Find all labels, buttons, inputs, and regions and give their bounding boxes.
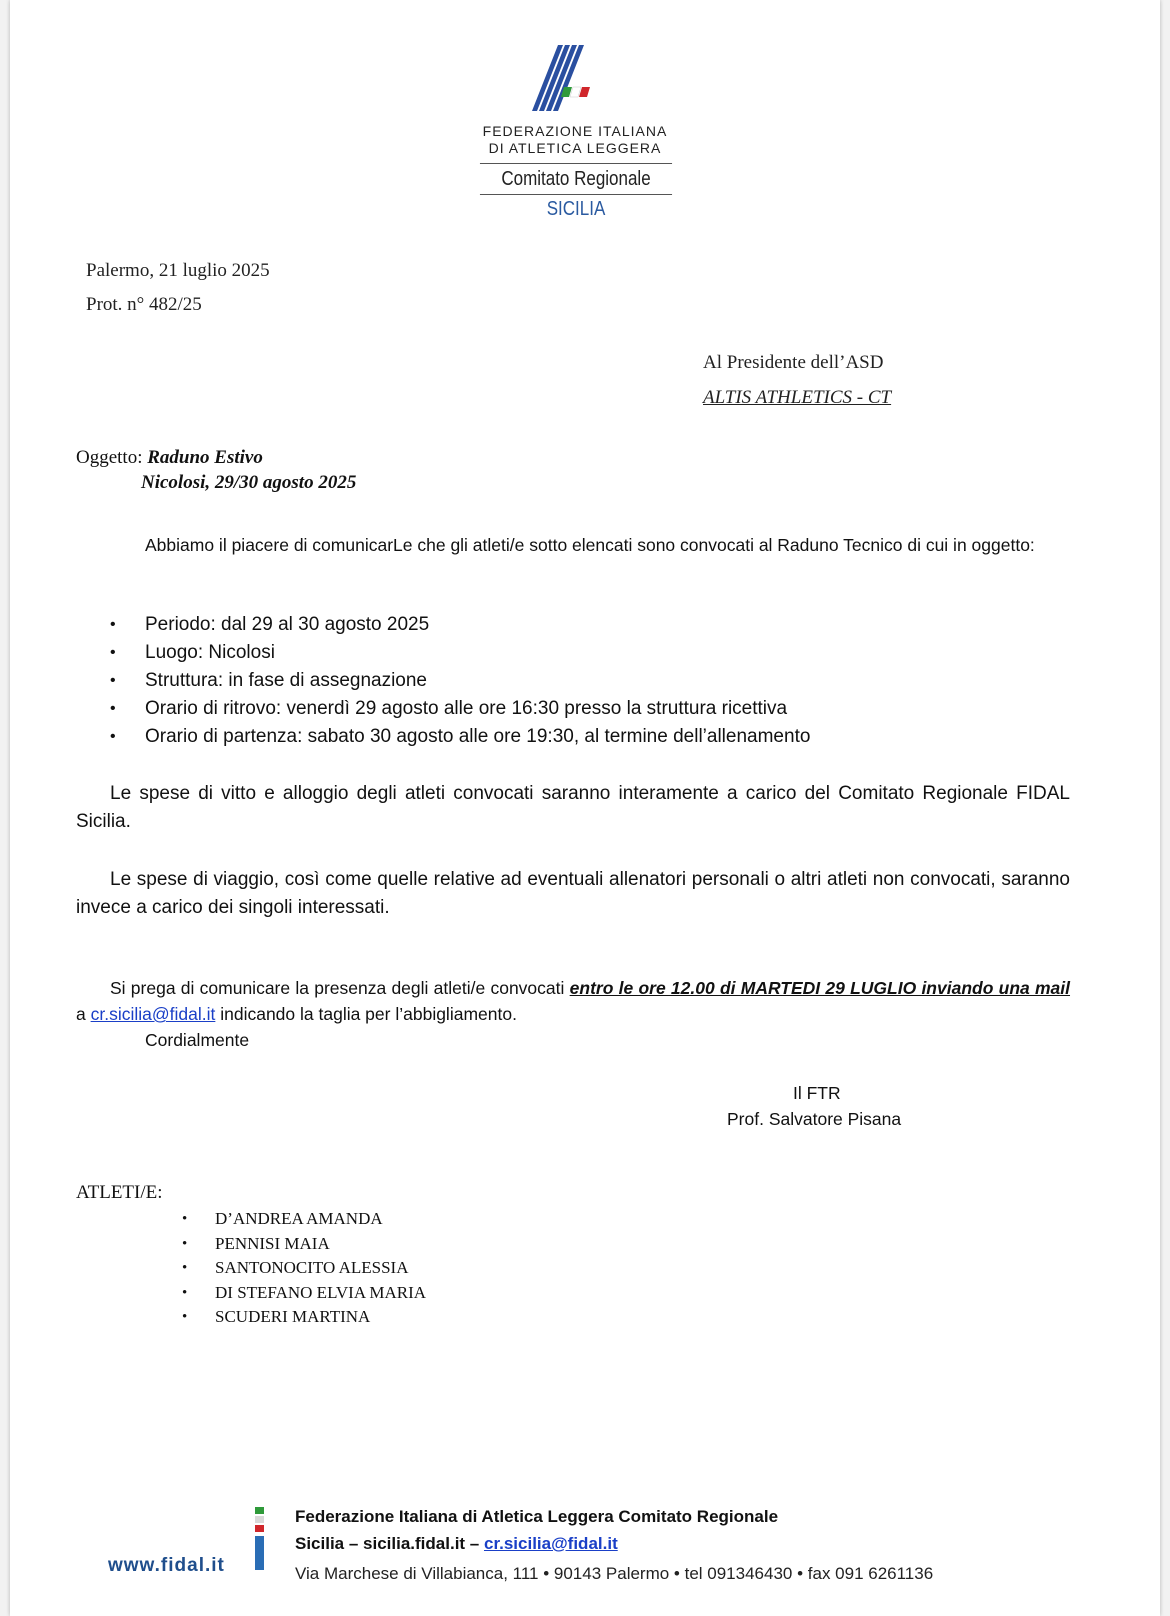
details-list	[110, 611, 810, 751]
list-item: • D’ANDREA AMANDA	[182, 1207, 426, 1232]
request-paragraph	[76, 975, 1070, 1027]
list-item: • DI STEFANO ELVIA MARIA	[182, 1281, 426, 1306]
subject-label: Oggetto:	[76, 447, 143, 468]
email-link[interactable]: cr.sicilia@fidal.it	[90, 1004, 216, 1024]
recipient-line2: ALTIS ATHLETICS - CT	[703, 387, 892, 408]
list-item: • SANTONOCITO ALESSIA	[182, 1256, 426, 1281]
committee-prefix: Comitato Regionale	[501, 168, 651, 190]
athletes-list	[182, 1207, 426, 1330]
intro-paragraph: Abbiamo il piacere di comunicarLe che gli atleti/e sotto elencati sono convocati al Raduno Tecnico di cui in oggetto:	[145, 535, 1035, 555]
list-item: • Periodo: dal 29 al 30 agosto 2025	[110, 611, 810, 639]
request-text: Si prega di comunicare la presenza degli atleti/e convocati	[110, 978, 570, 998]
committee-region: SICILIA	[546, 198, 606, 220]
list-item: • Orario di partenza: sabato 30 agosto alle ore 19:30, al termine dell’allenamento	[110, 723, 810, 751]
protocol-number: Prot. n° 482/25	[86, 294, 202, 315]
logo-org-line2: DI ATLETICA LEGGERA	[488, 140, 662, 156]
signature-role: Il FTR	[793, 1083, 841, 1103]
closing: Cordialmente	[145, 1030, 250, 1050]
request-text: a	[76, 1004, 91, 1024]
request-deadline: entro le ore 12.00 di MARTEDI 29 LUGLIO inviando una mail	[569, 978, 1071, 998]
list-item: • Orario di ritrovo: venerdì 29 agosto alle ore 16:30 presso la struttura ricettiva	[110, 695, 810, 723]
subject-line	[76, 447, 263, 469]
recipient-line1: Al Presidente dell’ASD	[703, 352, 884, 373]
footer-line1: Federazione Italiana di Atletica Leggera Comitato Regionale	[295, 1507, 779, 1526]
subject-subtitle: Nicolosi, 29/30 agosto 2025	[141, 472, 357, 493]
footer-line2	[295, 1534, 618, 1554]
costs-board-paragraph: Le spese di vitto e alloggio degli atleti convocati saranno interamente a carico del Comitato Regionale FIDAL Sicilia.	[76, 783, 1070, 832]
list-item: • SCUDERI MARTINA	[182, 1305, 426, 1330]
place-date: Palermo, 21 luglio 2025	[86, 260, 270, 281]
subject-title: Raduno Estivo	[147, 447, 263, 468]
logo-committee	[480, 163, 672, 220]
list-item: • Luogo: Nicolosi	[110, 639, 810, 667]
logo-org-name	[455, 123, 695, 157]
signature-name: Prof. Salvatore Pisana	[727, 1109, 902, 1129]
list-item: • Struttura: in fase di assegnazione	[110, 667, 810, 695]
costs-travel-paragraph: Le spese di viaggio, così come quelle relative ad eventuali allenatori personali o altri atleti non convocati, saranno invece a carico dei singoli interessati.	[76, 869, 1070, 918]
footer-address: Via Marchese di Villabianca, 111 • 90143 Palermo • tel 091346430 • fax 091 6261136	[295, 1564, 934, 1583]
footer-line2-text: Sicilia – sicilia.fidal.it –	[295, 1534, 484, 1553]
fidal-logo-icon	[530, 45, 620, 113]
letter-page	[10, 0, 1160, 1616]
footer-website: www.fidal.it	[108, 1555, 225, 1576]
footer-email-link[interactable]: cr.sicilia@fidal.it	[483, 1534, 618, 1553]
logo-org-line1: FEDERAZIONE ITALIANA	[482, 123, 668, 139]
request-text: indicando la taglia per l’abbigliamento.	[215, 1004, 517, 1024]
athletes-label: ATLETI/E:	[76, 1182, 163, 1203]
list-item: • PENNISI MAIA	[182, 1232, 426, 1257]
